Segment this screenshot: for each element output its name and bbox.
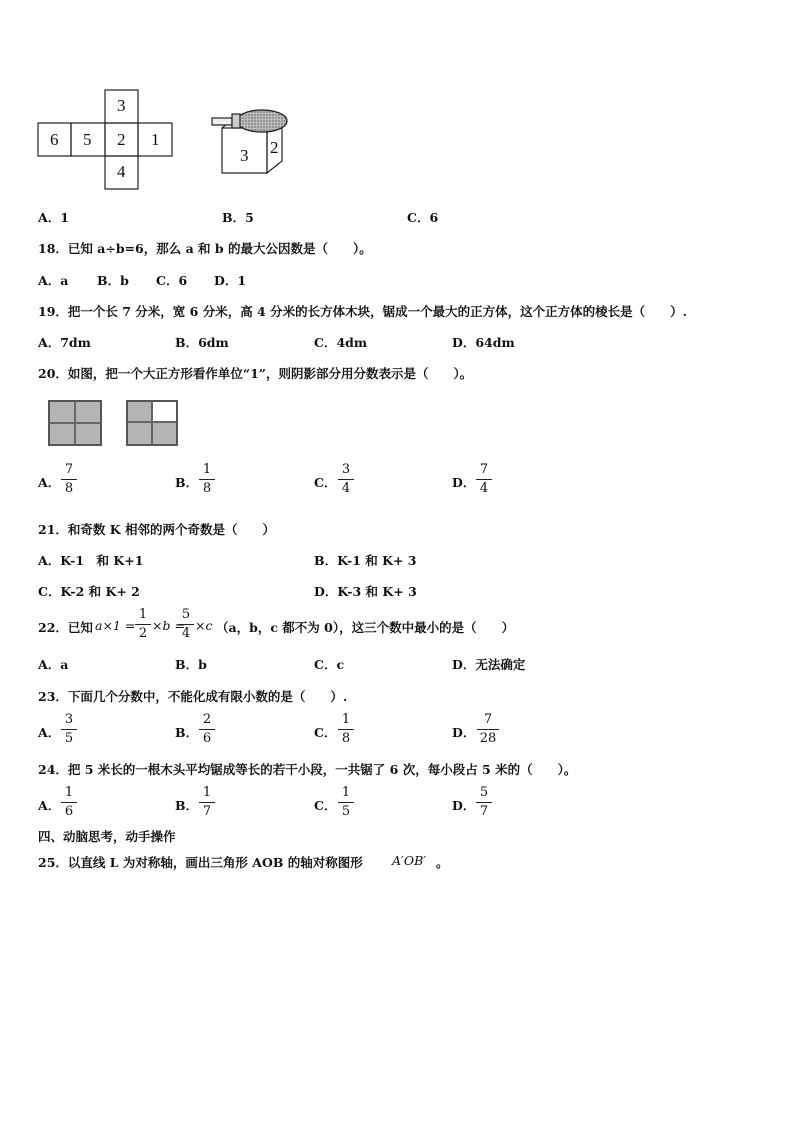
denominator: 8 [202,481,212,496]
denominator: 2 [138,626,148,641]
net-face-left1: 5 [83,130,92,149]
q22-suffix: （a，b，c 都不为 0），这三个数中最小的是（ ） [216,620,515,635]
q22-equation-a: a×1 = [95,618,136,633]
q24-option-b-fraction [199,785,215,820]
denominator: 4 [181,626,191,641]
q20-stem: 20．如图，把一个大正方形看作单位“1”，则阴影部分用分数表示是（ ）。 [38,366,473,381]
q21-option-b: B．K-1 和 K+ 3 [314,553,417,568]
q18-option-b: B．b [97,273,129,288]
q21-option-a: A．K-1 和 K+1 [38,553,144,568]
q23-option-c-label: C． [314,725,337,740]
q22-prefix: 22．已知 [38,620,93,635]
q24-option-a-label: A． [38,798,61,813]
q24-option-b-label: B． [175,798,199,813]
net-face-right: 1 [151,130,160,149]
q20-option-b-label: B． [175,475,199,490]
denominator: 6 [202,731,212,746]
denominator: 28 [479,731,497,746]
q20-option-c-label: C． [314,475,337,490]
numerator: 2 [202,712,212,727]
q23-option-c-fraction [338,712,354,747]
q17-option-b: B．5 [222,210,254,225]
q20-square-figures [48,400,188,446]
numerator: 1 [138,607,148,622]
q25-symbol: A′OB′ [392,853,427,868]
q23-option-d-fraction [477,712,499,747]
numerator: 7 [479,462,489,477]
net-face-left2: 6 [50,130,59,149]
q19-option-c: C．4dm [314,335,368,350]
q23-option-b-label: B． [175,725,199,740]
q23-option-a-fraction [61,712,77,747]
numerator: 7 [64,462,74,477]
painted-cube-figure [212,108,292,178]
q23-option-d-label: D． [452,725,476,740]
numerator: 5 [181,607,191,622]
q22-option-c: C．c [314,657,345,672]
q18-stem: 18．已知 a÷b=6，那么 a 和 b 的最大公因数是（ ）。 [38,241,372,256]
q20-option-a-label: A． [38,475,61,490]
numerator: 1 [64,785,74,800]
numerator: 7 [483,712,493,727]
q18-option-a: A．a [38,273,69,288]
section-title: 四、动脑思考，动手操作 [38,829,176,844]
q25-end: 。 [436,855,449,870]
numerator: 1 [202,785,212,800]
q22-equation-c: ×c [195,618,213,633]
q20-option-d-fraction [476,462,492,497]
net-face-bottom: 4 [117,162,126,181]
numerator: 1 [341,785,351,800]
q17-option-a: A．1 [38,210,69,225]
q25-stem: 25．以直线 L 为对称轴，画出三角形 AOB 的轴对称图形 [38,855,363,870]
q17-option-c: C．6 [407,210,439,225]
q23-option-b-fraction [199,712,215,747]
q21-option-c: C．K-2 和 K+ 2 [38,584,140,599]
q24-option-c-fraction [338,785,354,820]
q24-option-a-fraction [61,785,77,820]
denominator: 8 [64,481,74,496]
q22-equation-b: ×b = [152,618,185,633]
net-face-center: 2 [117,130,126,149]
cube-face-side: 2 [270,138,279,157]
denominator: 6 [64,804,74,819]
q18-option-c: C．6 [156,273,188,288]
q22-option-b: B．b [175,657,207,672]
q24-option-d-fraction [476,785,492,820]
q22-fraction-five-fourths [178,607,194,642]
q24-stem: 24．把 5 米长的一根木头平均锯成等长的若干小段，一共锯了 6 次，每小段占 5 米的（ ）。 [38,762,577,777]
denominator: 5 [341,804,351,819]
q24-option-d-label: D． [452,798,476,813]
q19-option-a: A．7dm [38,335,91,350]
q24-option-c-label: C． [314,798,337,813]
q22-option-d: D．无法确定 [452,657,526,672]
q19-stem: 19．把一个长 7 分米，宽 6 分米，高 4 分米的长方体木块，锯成一个最大的正方体，这个正方体的棱长是（ ）. [38,304,687,319]
q23-option-a-label: A． [38,725,61,740]
q21-option-d: D．K-3 和 K+ 3 [314,584,417,599]
denominator: 5 [64,731,74,746]
denominator: 7 [479,804,489,819]
cube-face-front: 3 [240,146,249,165]
numerator: 3 [64,712,74,727]
q22-fraction-half [135,607,151,642]
numerator: 5 [479,785,489,800]
q23-stem: 23．下面几个分数中，不能化成有限小数的是（ ）. [38,689,348,704]
numerator: 1 [341,712,351,727]
denominator: 7 [202,804,212,819]
numerator: 1 [202,462,212,477]
q19-option-b: B．6dm [175,335,229,350]
q21-stem: 21．和奇数 K 相邻的两个奇数是（ ） [38,522,275,537]
denominator: 8 [341,731,351,746]
q18-option-d: D．1 [214,273,247,288]
q20-option-a-fraction [61,462,77,497]
net-face-top: 3 [117,96,126,115]
numerator: 3 [341,462,351,477]
q20-option-c-fraction [338,462,354,497]
q19-option-d: D．64dm [452,335,515,350]
q20-option-d-label: D． [452,475,476,490]
q22-option-a: A．a [38,657,69,672]
denominator: 4 [479,481,489,496]
q20-option-b-fraction [199,462,215,497]
denominator: 4 [341,481,351,496]
